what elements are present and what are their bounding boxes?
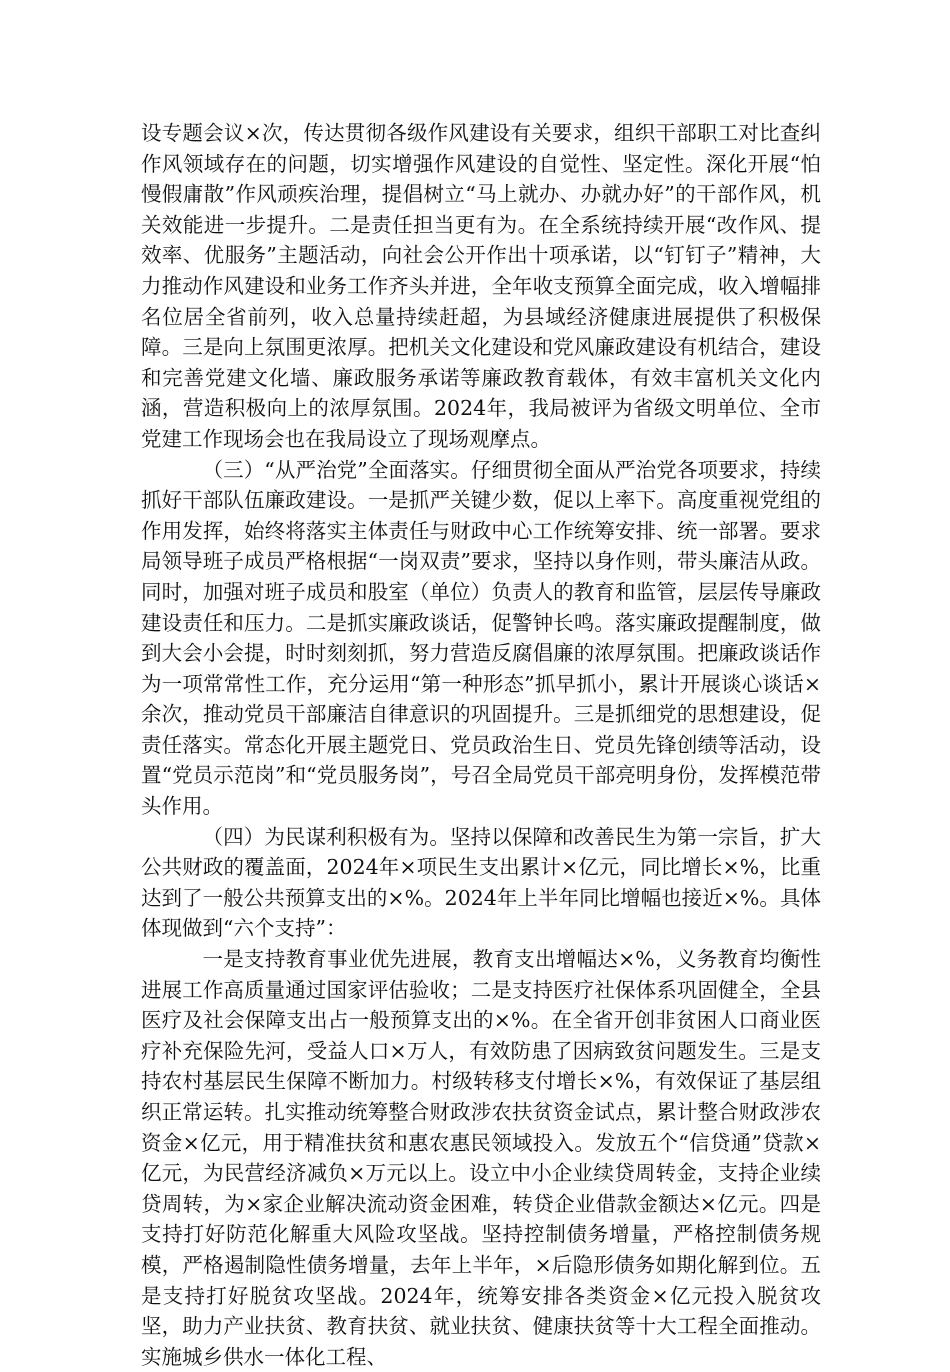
paragraph-section-3: （三）“从严治党”全面落实。仔细贯彻全面从严治党各项要求，持续抓好干部队伍廉政建设。一是抓严关键少数，促以上率下。高度重视党组的作用发挥，始终将落实主体责任与财政中心工作统筹安排、统一部署。要求局领导班子成员严格根据“一岗双责”要求，坚持以身作则，带头廉洁从政。同时，加强对班子成员和股室（单位）负责人的教育和监管，层层传导廉政建设责任和压力。二是抓实廉政谈话，促警钟长鸣。落实廉政提醒制度，做到大会小会提，时时刻刻抓，努力营造反腐倡廉的浓厚氛围。把廉政谈话作为一项常常性工作，充分运用“第一种形态”抓早抓小，累计开展谈心谈话×余次，推动党员干部廉洁自律意识的巩固提升。三是抓细党的思想建设，促责任落实。常态化开展主题党日、党员政治生日、党员先锋创绩等活动，设置“党员示范岗”和“党员服务岗”，号召全局党员干部亮明身份，发挥模范带头作用。 bbox=[141, 457, 821, 819]
document-body bbox=[141, 118, 821, 1372]
paragraph-continuation: 设专题会议×次，传达贯彻各级作风建设有关要求，组织干部职工对比查纠作风领域存在的问题，切实增强作风建设的自觉性、坚定性。深化开展“怕慢假庸散”作风顽疾治理，提倡树立“马上就办、办就办好”的干部作风，机关效能进一步提升。二是责任担当更有为。在全系统持续开展“改作风、提效率、优服务”主题活动，向社会公开作出十项承诺，以“钉钉子”精神，大力推动作风建设和业务工作齐头并进，全年收支预算全面完成，收入增幅排名位居全省前列，收入总量持续赶超，为县域经济健康进展提供了积极保障。三是向上氛围更浓厚。把机关文化建设和党风廉政建设有机结合，建设和完善党建文化墙、廉政服务承诺等廉政教育载体，有效丰富机关文化内涵，营造积极向上的浓厚氛围。2024年，我局被评为省级文明单位、全市党建工作现场会也在我局设立了现场观摩点。 bbox=[141, 121, 821, 451]
paragraph-section-4: （四）为民谋利积极有为。坚持以保障和改善民生为第一宗旨，扩大公共财政的覆盖面，2024年×项民生支出累计×亿元，同比增长×%，比重达到了一般公共预算支出的×%。2024年上半年同比增幅也接近×%。具体体现做到“六个支持”： bbox=[141, 824, 821, 941]
paragraph-six-supports: 一是支持教育事业优先进展，教育支出增幅达×%，义务教育均衡性进展工作高质量通过国家评估验收；二是支持医疗社保体系巩固健全，全县医疗及社会保障支出占一般预算支出的×%。在全省开创非贫困人口商业医疗补充保险先河，受益人口×万人，有效防患了因病致贫问题发生。三是支持农村基层民生保障不断加力。村级转移支付增长×%，有效保证了基层组织正常运转。扎实推动统筹整合财政涉农扶贫资金试点，累计整合财政涉农资金×亿元，用于精准扶贫和惠农惠民领域投入。发放五个“信贷通”贷款×亿元，为民营经济减负×万元以上。设立中小企业续贷周转金，支持企业续贷周转，为×家企业解决流动资金困难，转贷企业借款金额达×亿元。四是支持打好防范化解重大风险攻坚战。坚持控制债务增量，严格控制债务规模，严格遏制隐性债务增量，去年上半年，×后隐形债务如期化解到位。五是支持打好脱贫攻坚战。2024年，统筹安排各类资金×亿元投入脱贫攻坚，助力产业扶贫、教育扶贫、就业扶贫、健康扶贫等十大工程全面推动。实施城乡供水一体化工程、 bbox=[141, 947, 821, 1369]
